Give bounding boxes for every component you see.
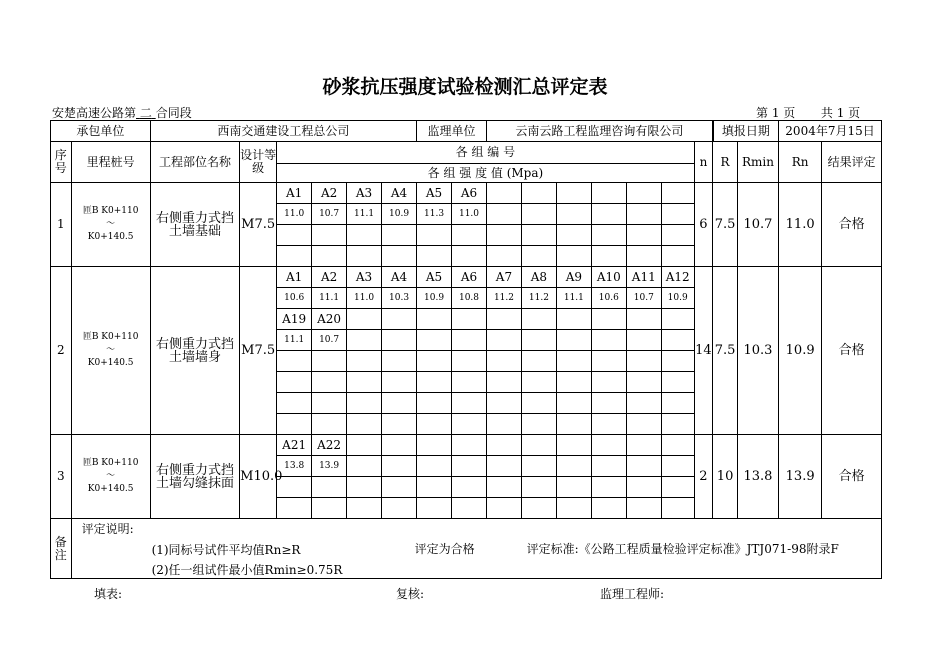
table-cell xyxy=(591,183,626,204)
table-cell: A2 xyxy=(312,267,347,288)
row1-grade: M7.5 xyxy=(240,183,277,267)
table-cell: A6 xyxy=(452,267,487,288)
remarks-verdict: 评定为合格 xyxy=(414,542,475,556)
date-label: 填报日期 xyxy=(713,121,779,142)
section-number: 二 xyxy=(139,106,152,120)
table-cell xyxy=(486,183,521,204)
row1-n: 6 xyxy=(694,183,713,267)
table-cell: 11.2 xyxy=(521,288,556,309)
table-cell: 11.1 xyxy=(347,204,382,225)
table-cell: 13.8 xyxy=(277,456,312,477)
footer-filler: 填表: xyxy=(94,587,123,601)
table-cell: 10.6 xyxy=(591,288,626,309)
row1-result: 合格 xyxy=(822,183,882,267)
table-cell: A3 xyxy=(347,183,382,204)
header-rn: Rn xyxy=(779,142,822,183)
row2-part: 右侧重力式挡土墙墙身 xyxy=(150,267,239,435)
table-cell: 11.1 xyxy=(312,288,347,309)
table-cell: A22 xyxy=(312,435,347,456)
table-cell xyxy=(521,183,556,204)
table-cell: A8 xyxy=(521,267,556,288)
table-cell: 10.7 xyxy=(312,204,347,225)
table-cell: A3 xyxy=(347,267,382,288)
table-cell xyxy=(556,204,591,225)
table-cell: 11.1 xyxy=(277,330,312,351)
table-cell: A12 xyxy=(661,267,694,288)
table-cell: A19 xyxy=(277,309,312,330)
table-cell: 10.9 xyxy=(417,288,452,309)
row2-result: 合格 xyxy=(822,267,882,435)
header-result: 结果评定 xyxy=(822,142,882,183)
contractor-value: 西南交通建设工程总公司 xyxy=(150,121,416,142)
remarks-rule-2: (2)任一组试件最小值Rmin≥0.75R xyxy=(151,563,343,577)
table-cell xyxy=(521,204,556,225)
header-group-no: 各 组 编 号 xyxy=(277,142,694,164)
table-cell: 11.0 xyxy=(347,288,382,309)
row3-rn: 13.9 xyxy=(779,435,822,519)
table-cell: A1 xyxy=(277,183,312,204)
table-cell xyxy=(661,204,694,225)
table-cell: A9 xyxy=(556,267,591,288)
table-cell: 11.1 xyxy=(556,288,591,309)
project-prefix: 安楚高速公路第 xyxy=(52,106,137,120)
table-cell: A21 xyxy=(277,435,312,456)
table-cell: A5 xyxy=(417,267,452,288)
header-part: 工程部位名称 xyxy=(150,142,239,183)
row1-seq: 1 xyxy=(51,183,72,267)
header-n: n xyxy=(694,142,713,183)
header-rmin: Rmin xyxy=(737,142,778,183)
table-cell xyxy=(661,183,694,204)
date-value: 2004年7月15日 xyxy=(779,121,882,142)
row3-grade: M10.0 xyxy=(240,435,277,519)
row1-rmin: 10.7 xyxy=(737,183,778,267)
table-cell: A1 xyxy=(277,267,312,288)
table-cell: 10.9 xyxy=(661,288,694,309)
page-number: 第 1 页 xyxy=(756,106,796,120)
header-strength: 各 组 强 度 值 (Mpa) xyxy=(277,164,694,183)
row1-rn: 11.0 xyxy=(779,183,822,267)
table-cell xyxy=(626,204,661,225)
table-cell: 11.0 xyxy=(452,204,487,225)
remarks-heading: 评定说明: xyxy=(81,522,134,536)
table-cell: 11.0 xyxy=(277,204,312,225)
row2-seq: 2 xyxy=(51,267,72,435)
row3-rmin: 13.8 xyxy=(737,435,778,519)
row2-r: 7.5 xyxy=(713,267,738,435)
row1-r: 7.5 xyxy=(713,183,738,267)
footer-engineer: 监理工程师: xyxy=(600,587,665,601)
header-station: 里程桩号 xyxy=(71,142,150,183)
row3-station: 匝B K0+110 ～ K0+140.5 xyxy=(71,435,150,519)
page-title: 砂浆抗压强度试验检测汇总评定表 xyxy=(322,76,608,98)
remarks-label: 备注 xyxy=(51,519,72,579)
table-cell: A7 xyxy=(486,267,521,288)
table-cell: 10.8 xyxy=(452,288,487,309)
table-cell: A4 xyxy=(382,267,417,288)
row2-rn: 10.9 xyxy=(779,267,822,435)
table-cell xyxy=(556,183,591,204)
remarks-standard: 评定标准:《公路工程质量检验评定标准》JTJ071-98附录F xyxy=(526,542,839,556)
contractor-label: 承包单位 xyxy=(51,121,151,142)
table-cell: 10.6 xyxy=(277,288,312,309)
row1-station: 匝B K0+110 ～ K0+140.5 xyxy=(71,183,150,267)
table-cell: 10.7 xyxy=(626,288,661,309)
row3-seq: 3 xyxy=(51,435,72,519)
contract-section xyxy=(52,104,192,121)
table-cell: 10.3 xyxy=(382,288,417,309)
remarks-body xyxy=(71,519,881,579)
row2-grade: M7.5 xyxy=(240,267,277,435)
table-cell: 10.9 xyxy=(382,204,417,225)
row1-part: 右侧重力式挡土墙基础 xyxy=(150,183,239,267)
header-r: R xyxy=(713,142,738,183)
row3-n: 2 xyxy=(694,435,713,519)
header-grade: 设计等级 xyxy=(240,142,277,183)
table-cell: A2 xyxy=(312,183,347,204)
row2-rmin: 10.3 xyxy=(737,267,778,435)
table-cell: 13.9 xyxy=(312,456,347,477)
table-cell: A10 xyxy=(591,267,626,288)
supervisor-label: 监理单位 xyxy=(417,121,487,142)
supervisor-value: 云南云路工程监理咨询有限公司 xyxy=(486,121,712,142)
row3-result: 合格 xyxy=(822,435,882,519)
row2-n: 14 xyxy=(694,267,713,435)
page-indicator xyxy=(756,104,882,121)
table-cell: 11.3 xyxy=(417,204,452,225)
table-cell: A5 xyxy=(417,183,452,204)
table-cell: A20 xyxy=(312,309,347,330)
page-total: 共 1 页 xyxy=(820,106,861,120)
row3-part: 右侧重力式挡土墙勾缝抹面 xyxy=(150,435,239,519)
header-seq: 序号 xyxy=(51,142,72,183)
row3-r: 10 xyxy=(713,435,738,519)
project-suffix: 合同段 xyxy=(155,106,192,120)
table-cell xyxy=(486,204,521,225)
table-cell: A6 xyxy=(452,183,487,204)
remarks-rule-1: (1)同标号试件平均值Rn≥R xyxy=(151,543,301,557)
table-cell: A11 xyxy=(626,267,661,288)
table-cell xyxy=(591,204,626,225)
table-cell: 10.7 xyxy=(312,330,347,351)
summary-table xyxy=(50,120,882,579)
table-cell xyxy=(626,183,661,204)
table-cell: 11.2 xyxy=(486,288,521,309)
table-cell: A4 xyxy=(382,183,417,204)
row2-station: 匝B K0+110 ～ K0+140.5 xyxy=(71,267,150,435)
footer-reviewer: 复核: xyxy=(396,587,425,601)
